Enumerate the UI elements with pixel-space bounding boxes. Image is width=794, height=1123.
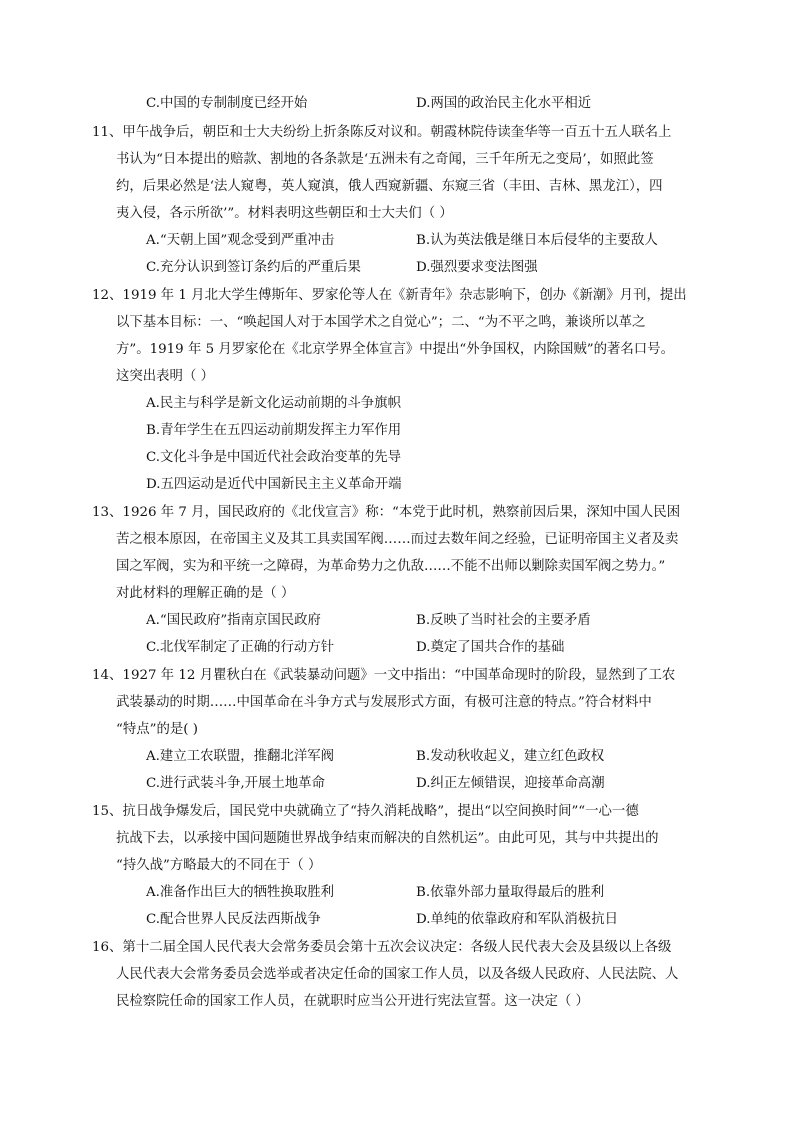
q15-option-b: B.依靠外部力量取得最后的胜利 bbox=[416, 885, 605, 900]
q12-option-c: C.文化斗争是中国近代社会政治变革的先导 bbox=[146, 450, 402, 465]
q11-stem-line-2: 书认为“日本提出的赔款、割地的各条款是‘五洲未有之奇闻，三千年所无之变局’，如照此签 bbox=[116, 152, 654, 167]
q15-stem-line-2: 抗战下去，以承接中国问题随世界战争结束而解决的自然机运”。由此可见，其与中共提出的 bbox=[116, 831, 659, 846]
q11-stem-line-3: 约，后果必然是‘法人窥粤，英人窥滇，俄人西窥新疆、东窥三省（丰田、吉林、黑龙江），四 bbox=[116, 179, 663, 194]
q14-stem-line-1: 14、1927 年 12 月瞿秋白在《武装暴动问题》一文中指出：“中国革命现时的阶段，显然到了工农 bbox=[92, 668, 676, 683]
q10-option-d: D.两国的政治民主化水平相近 bbox=[416, 96, 592, 111]
q12-stem-line-2: 以下基本目标：一、“唤起国人对于本国学术之自觉心”；二、“为不平之鸣，兼谈所以革之 bbox=[116, 315, 646, 330]
q14-stem-line-3: “特点”的是( ) bbox=[116, 722, 198, 737]
q15-option-c: C.配合世界人民反法西斯战争 bbox=[146, 912, 321, 927]
q16-stem-line-2: 人民代表大会常务委员会选举或者决定任命的国家工作人员，以及各级人民政府、人民法院、人 bbox=[116, 967, 679, 982]
q13-stem-line-2: 苦之根本原因，在帝国主义及其工具卖国军阀……而过去数年间之经验，已证明帝国主义者及卖 bbox=[116, 532, 679, 547]
q12-stem-line-4: 这突出表明（ ） bbox=[116, 369, 214, 384]
q12-stem-line-1: 12、1919 年 1 月北大学生傅斯年、罗家伦等人在《新青年》杂志影响下，创办《新潮》月刊，提出 bbox=[92, 288, 687, 303]
q13-stem-line-4: 对此材料的理解正确的是（ ） bbox=[116, 586, 295, 601]
q15-stem-line-1: 15、抗日战争爆发后，国民党中央就确立了“持久消耗战略”，提出“以空间换时间”“一心一德 bbox=[92, 804, 639, 819]
q12-option-a: A.民主与科学是新文化运动前期的斗争旗帜 bbox=[146, 396, 401, 411]
q12-option-d: D.五四运动是近代中国新民主主义革命开端 bbox=[146, 477, 402, 492]
q15-stem-line-3: “持久战”方略最大的不同在于（ ） bbox=[116, 858, 322, 873]
q13-option-c: C.北伐军制定了正确的行动方针 bbox=[146, 640, 335, 655]
q12-option-b: B.青年学生在五四运动前期发挥主力军作用 bbox=[146, 423, 402, 438]
q11-option-c: C.充分认识到签订条约后的严重后果 bbox=[146, 260, 361, 275]
q16-stem-line-1: 16、第十二届全国人民代表大会常务委员会第十五次会议决定：各级人民代表大会及县级以上各级 bbox=[92, 940, 672, 955]
q11-option-a: A.“天朝上国”观念受到严重冲击 bbox=[146, 233, 335, 248]
q15-option-d: D.单纯的依靠政府和军队消极抗日 bbox=[416, 912, 618, 927]
q13-option-a: A.“国民政府”指南京国民政府 bbox=[146, 613, 321, 628]
q11-option-b: B.认为英法俄是继日本后侵华的主要敌人 bbox=[416, 233, 658, 248]
q14-option-c: C.进行武装斗争,开展土地革命 bbox=[146, 776, 325, 791]
q13-stem-line-1: 13、1926 年 7 月，国民政府的《北伐宣言》称：“本党于此时机，熟察前因后果，深知中国人民困 bbox=[92, 505, 681, 520]
q14-option-b: B.发动秋收起义，建立红色政权 bbox=[416, 749, 605, 764]
q13-option-d: D.奠定了国共合作的基础 bbox=[416, 640, 565, 655]
q12-stem-line-3: 方”。1919 年 5 月罗家伦在《北京学界全体宣言》中提出“外争国权，内除国贼”的著名口号。 bbox=[116, 342, 674, 357]
q11-stem-line-4: 夷入侵，各示所欲’”。材料表明这些朝臣和士大夫们（ ） bbox=[116, 206, 453, 221]
q11-stem-line-1: 11、甲午战争后，朝臣和士大夫纷纷上折条陈反对议和。朝霞林院侍读奎华等一百五十五人联名上 bbox=[92, 125, 672, 140]
q14-stem-line-2: 武装暴动的时期……中国革命在斗争方式与发展形式方面，有极可注意的特点。”符合材料中 bbox=[116, 695, 652, 710]
q11-option-d: D.强烈要求变法图强 bbox=[416, 260, 538, 275]
q13-stem-line-3: 国之军阀，实为和平统一之障碍，为革命势力之仇敌……不能不出师以剿除卖国军阀之势力。” bbox=[116, 559, 666, 574]
q14-option-d: D.纠正左倾错误，迎接革命高潮 bbox=[416, 776, 605, 791]
q10-option-c: C.中国的专制制度已经开始 bbox=[146, 96, 308, 111]
q13-option-b: B.反映了当时社会的主要矛盾 bbox=[416, 613, 591, 628]
q15-option-a: A.准备作出巨大的牺牲换取胜利 bbox=[146, 885, 335, 900]
q16-stem-line-3: 民检察院任命的国家工作人员，在就职时应当公开进行宪法宣誓。这一决定（ ） bbox=[116, 994, 589, 1009]
q14-option-a: A.建立工农联盟，推翻北洋军阀 bbox=[146, 749, 335, 764]
